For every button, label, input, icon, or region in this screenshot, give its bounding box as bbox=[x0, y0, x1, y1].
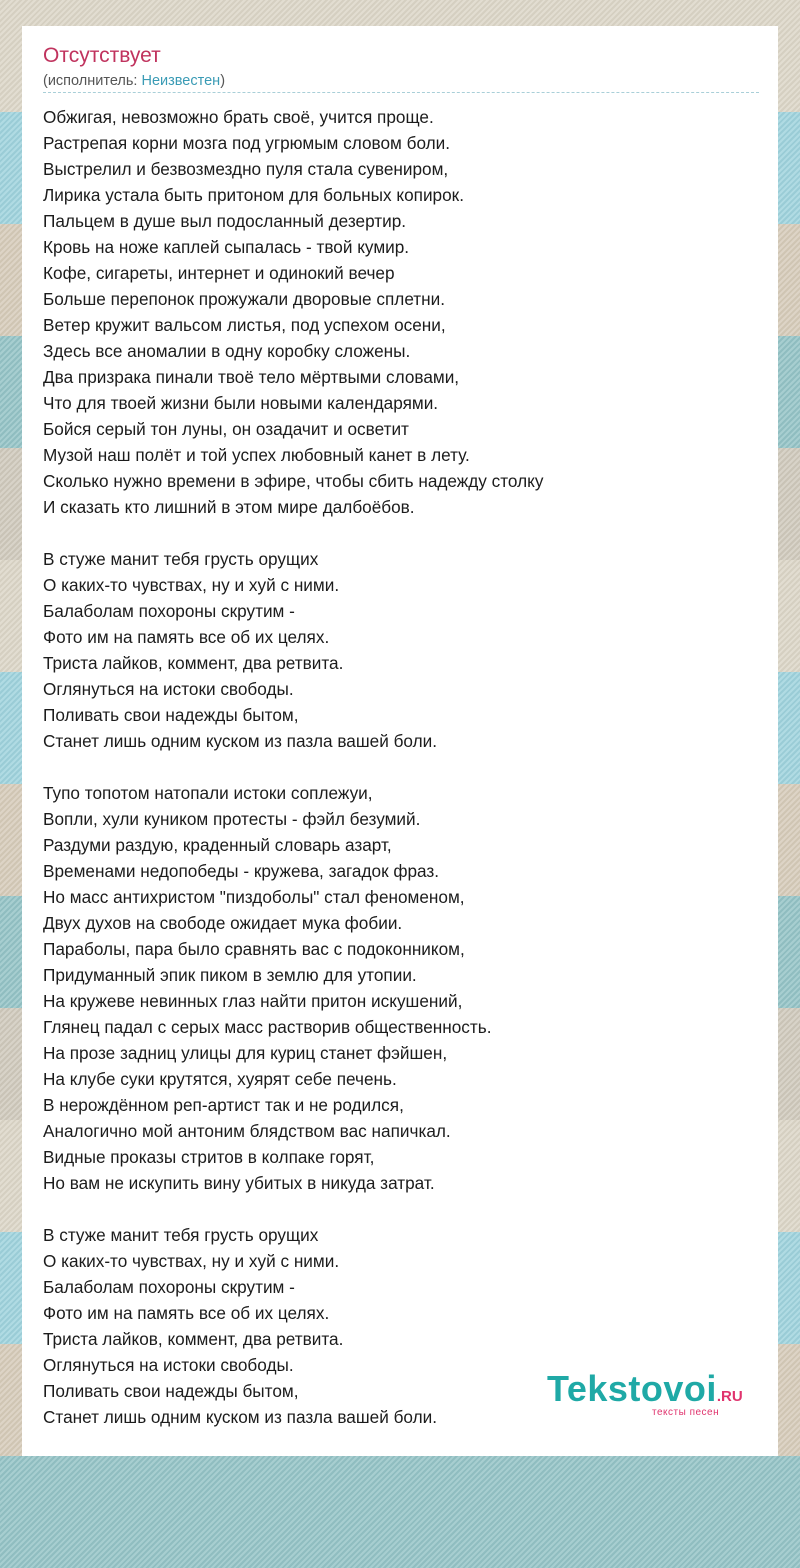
lyric-line: О каких-то чувствах, ну и хуй с ними. bbox=[43, 575, 340, 595]
lyric-line: Оглянуться на истоки свободы. bbox=[43, 1355, 294, 1375]
lyric-line: Кровь на ноже каплей сыпалась - твой кумир. bbox=[43, 237, 410, 257]
logo-tld: .RU bbox=[716, 1388, 743, 1405]
lyric-line: В стуже манит тебя грусть орущих bbox=[43, 1225, 319, 1245]
lyric-line: Вопли, хули куником протесты - фэйл безумий. bbox=[43, 809, 421, 829]
lyric-line: Но вам не искупить вину убитых в никуда затрат. bbox=[43, 1173, 435, 1193]
lyric-line: О каких-то чувствах, ну и хуй с ними. bbox=[43, 1251, 340, 1271]
lyric-line: Сколько нужно времени в эфире, чтобы сбить надежду столку bbox=[43, 471, 544, 491]
lyric-line: Кофе, сигареты, интернет и одинокий вечер bbox=[43, 263, 395, 283]
lyric-line: Поливать свои надежды бытом, bbox=[43, 705, 299, 725]
performer-link[interactable]: Неизвестен bbox=[141, 73, 221, 89]
lyric-line: Музой наш полёт и той успех любовный канет в лету. bbox=[43, 445, 470, 465]
lyric-line: Здесь все аномалии в одну коробку сложены. bbox=[43, 341, 411, 361]
lyrics-text bbox=[43, 104, 763, 1456]
performer-prefix: (исполнитель: bbox=[43, 73, 142, 89]
lyric-line: В нерождённом реп-артист так и не родился, bbox=[43, 1095, 404, 1115]
lyric-line: Раздуми раздую, краденный словарь азарт, bbox=[43, 835, 392, 855]
lyric-line: Триста лайков, коммент, два ретвита. bbox=[43, 653, 344, 673]
logo-name: Tekstovoi bbox=[547, 1368, 717, 1409]
site-logo[interactable] bbox=[547, 1369, 757, 1419]
performer-suffix: ) bbox=[220, 73, 226, 89]
lyric-line: Триста лайков, коммент, два ретвита. bbox=[43, 1329, 344, 1349]
lyric-line: Но масс антихристом "пиздоболы" стал феноменом, bbox=[43, 887, 465, 907]
lyric-line: Пальцем в душе выл подосланный дезертир. bbox=[43, 211, 407, 231]
lyric-line: Временами недопобеды - кружева, загадок фраз. bbox=[43, 861, 440, 881]
lyric-line: Тупо топотом натопали истоки соплежуи, bbox=[43, 783, 373, 803]
lyric-line: Двух духов на свободе ожидает мука фобии. bbox=[43, 913, 403, 933]
logo-tagline: тексты песен bbox=[652, 1407, 720, 1418]
lyric-line: Глянец падал с серых масс растворив общественность. bbox=[43, 1017, 492, 1037]
lyric-line: Станет лишь одним куском из пазла вашей боли. bbox=[43, 731, 438, 751]
lyric-line: Выстрелил и безвозмездно пуля стала сувениром, bbox=[43, 159, 449, 179]
lyric-line: И сказать кто лишний в этом мире далбоёбов. bbox=[43, 497, 415, 517]
lyric-line: Что для твоей жизни были новыми календарями. bbox=[43, 393, 439, 413]
song-title: Отсутствует bbox=[43, 44, 161, 67]
lyrics-card bbox=[22, 26, 778, 1456]
lyric-line: Бойся серый тон луны, он озадачит и осветит bbox=[43, 419, 409, 439]
lyric-line: Растрепая корни мозга под угрюмым словом боли. bbox=[43, 133, 451, 153]
lyric-line: Обжигая, невозможно брать своё, учится проще. bbox=[43, 107, 434, 127]
lyric-line: Больше перепонок прожужали дворовые сплетни. bbox=[43, 289, 446, 309]
lyric-line: Лирика устала быть притоном для больных копирок. bbox=[43, 185, 464, 205]
lyric-line: Фото им на память все об их целях. bbox=[43, 627, 330, 647]
lyric-line: Оглянуться на истоки свободы. bbox=[43, 679, 294, 699]
lyric-line: Станет лишь одним куском из пазла вашей боли. bbox=[43, 1407, 438, 1427]
lyric-line: Аналогично мой антоним блядством вас напичкал. bbox=[43, 1121, 451, 1141]
lyric-line: Два призрака пинали твоё тело мёртвыми словами, bbox=[43, 367, 460, 387]
lyric-line: Ветер кружит вальсом листья, под успехом осени, bbox=[43, 315, 446, 335]
lyric-line: Поливать свои надежды бытом, bbox=[43, 1381, 299, 1401]
lyric-line: Придуманный эпик пиком в землю для утопии. bbox=[43, 965, 417, 985]
lyrics-stanza bbox=[43, 780, 763, 1196]
lyric-line: Балаболам похороны скрутим - bbox=[43, 601, 295, 621]
lyric-line: На прозе задниц улицы для куриц станет фэйшен, bbox=[43, 1043, 448, 1063]
lyric-line: Балаболам похороны скрутим - bbox=[43, 1277, 295, 1297]
background-stripe bbox=[0, 1456, 800, 1568]
lyrics-stanza bbox=[43, 546, 763, 754]
performer-line bbox=[43, 72, 225, 90]
lyric-line: Параболы, пара было сравнять вас с подоконником, bbox=[43, 939, 465, 959]
lyric-line: Видные проказы стритов в колпаке горят, bbox=[43, 1147, 375, 1167]
title-divider bbox=[43, 92, 759, 93]
lyric-line: В стуже манит тебя грусть орущих bbox=[43, 549, 319, 569]
lyric-line: На кружеве невинных глаз найти притон искушений, bbox=[43, 991, 463, 1011]
lyric-line: На клубе суки крутятся, хуярят себе печень. bbox=[43, 1069, 397, 1089]
lyrics-stanza bbox=[43, 104, 763, 520]
lyric-line: Фото им на память все об их целях. bbox=[43, 1303, 330, 1323]
